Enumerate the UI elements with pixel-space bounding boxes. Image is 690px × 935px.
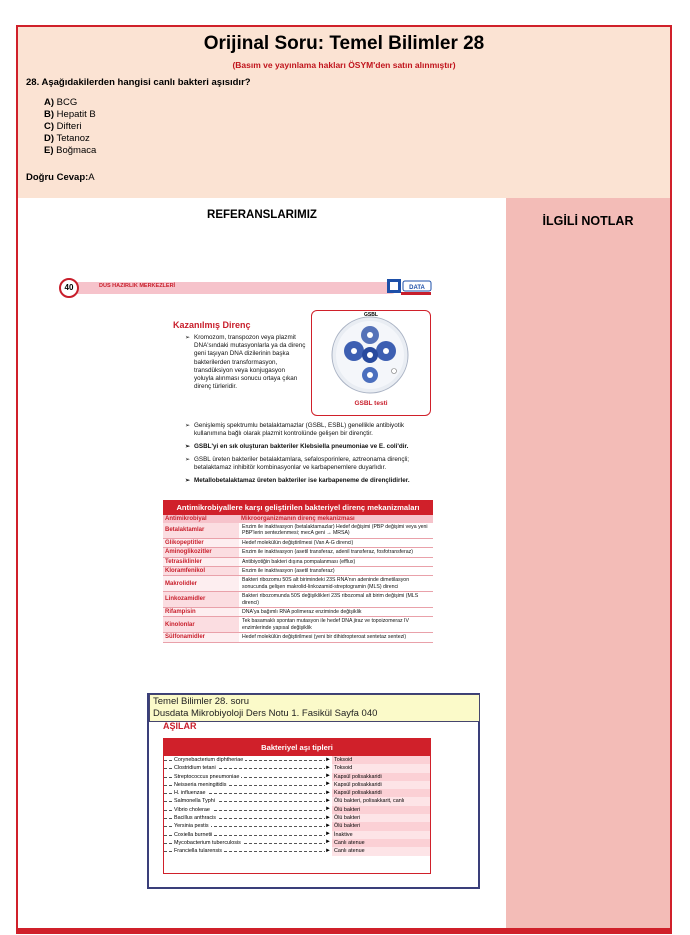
header-label: DUS HAZIRLIK MERKEZLERİ	[99, 283, 176, 289]
mechanism-cell: DNA'ya bağımlı RNA polimeraz enziminde değişiklik	[242, 609, 362, 616]
vaccine-table-title: Bakteriyel aşı tipleri	[164, 739, 430, 756]
vaccine-type-cell: Kapsül polisakkaridi	[332, 781, 430, 789]
resistance-table	[163, 500, 433, 643]
table-row	[164, 831, 430, 839]
vaccine-type-cell: Ölü bakteri	[332, 806, 430, 814]
vaccine-type-cell: Ölü bakteri, polisakkarit, canlı	[332, 797, 430, 805]
organism-cell	[164, 822, 332, 830]
antimicrobial-cell: Glikopeptitler	[163, 539, 239, 547]
mechanism-cell: Enzim ile inaktivasyon (asetil transferaz)	[242, 568, 335, 575]
arrow-icon: ►	[325, 773, 331, 780]
mechanism-cell: Enzim ile inaktivasyon (betalaktamazlar) Hedef değişimi (PBP değişimi veya yeni PBP'lerin sentezlenmesi; mecA geni → MRSA)	[242, 524, 428, 537]
antimicrobial-cell: Kloramfenikol	[163, 567, 239, 575]
arrow-icon: ►	[325, 756, 331, 763]
arrow-icon: ►	[325, 822, 331, 829]
antimicrobial-cell: Aminoglikozitler	[163, 548, 239, 556]
resistance-table-body	[163, 523, 433, 643]
table-row	[163, 523, 433, 539]
vaccine-type-cell: Toksoid	[332, 756, 430, 764]
mechanism-cell: Hedef molekülün değiştirilmesi (yeni bir dihidropteroat sentetaz sentezi)	[242, 634, 407, 641]
organism-cell	[164, 806, 332, 814]
option-a: A) BCG	[44, 97, 78, 108]
caption-line-1: Temel Bilimler 28. soru	[153, 696, 250, 707]
caption-line-2: Dusdata Mikrobiyoloji Ders Notu 1. Fasikül Sayfa 040	[153, 707, 378, 719]
bullet-1: ➢ Kromozom, transpozon veya plazmit DNA'sındaki mutasyonlarla ya da direnç geni taşıyan DNA dizilerinin başka bakterilerden transformasyon, transdüksiyon veya konjugasyon yoluyla alınması sonucu ortaya çıkan direnç türleridir.	[194, 334, 306, 391]
organism-name: Salmonella Typhi	[174, 798, 215, 805]
vaccine-table	[163, 738, 431, 874]
references-title: REFERANSLARIMIZ	[207, 209, 317, 221]
organism-name: Streptococcus pneumoniae	[174, 773, 240, 780]
vaccine-type-cell: Toksoid	[332, 764, 430, 772]
option-b: B) Hepatit B	[44, 109, 96, 120]
table-row	[164, 773, 430, 781]
mechanism-cell: Hedef molekülün değiştirilmesi (Van A-G direnci)	[242, 539, 354, 546]
plate-caption: GSBL testi	[354, 400, 388, 407]
organism-cell	[164, 756, 332, 764]
vaccine-type-cell: İnaktive	[332, 831, 430, 839]
organism-cell	[164, 764, 332, 772]
vaccine-type-cell: Kapsül polisakkaridi	[332, 789, 430, 797]
dusdata-logo	[387, 277, 433, 297]
arrow-icon: ►	[325, 806, 331, 813]
table-row	[164, 814, 430, 822]
organism-name: Coxiella burnetii	[174, 831, 213, 838]
organism-cell	[164, 847, 332, 855]
table-row	[163, 558, 433, 567]
organism-name: Clostridium tetani	[174, 765, 216, 772]
bullet-4: ➢ GSBL üreten bakteriler betalaktamlara, sefalosporinlere, aztreonama dirençli; betalaktamaz inhibitör kombinasyonlar ve karbapenemlere duyarlıdır.	[194, 456, 436, 472]
organism-name: H. influenzae	[174, 790, 206, 797]
arrow-icon: ►	[325, 814, 331, 821]
agar-plate-illustration	[312, 311, 429, 397]
antimicrobial-cell: Tetrasiklinler	[163, 558, 239, 566]
arrow-icon: ►	[325, 839, 331, 846]
page-number: 40	[59, 278, 79, 298]
organism-cell	[164, 797, 332, 805]
table-row	[164, 822, 430, 830]
resistance-table-header	[163, 515, 433, 523]
organism-name: Bacillus anthracis	[174, 815, 216, 822]
antimicrobial-cell: Linkozamidler	[163, 592, 239, 607]
vaccine-type-cell: Canlı atenue	[332, 839, 430, 847]
table-row	[164, 847, 430, 855]
organism-name: Yersinia pestis	[174, 823, 209, 830]
antimicrobial-cell: Kinolonlar	[163, 617, 239, 632]
organism-name: Franciella tularensis	[174, 848, 222, 855]
table-row	[163, 576, 433, 592]
vaccine-type-cell: Kapsül polisakkaridi	[332, 773, 430, 781]
mechanism-cell: Bakteri ribozomu 50S alt birimindeki 23S RNA'nın adeninde dimetilasyon sonucunda gelişen makrolid-linkozamid-streptogramin (MLS) direnci	[242, 577, 410, 590]
antimicrobial-cell: Sülfonamidler	[163, 633, 239, 641]
option-c: C) Difteri	[44, 121, 82, 132]
vaccine-table-body	[164, 756, 430, 856]
bullet-5: ➢ Metallobetalaktamaz üreten bakteriler ise karbapeneme de dirençlidirler.	[194, 477, 436, 485]
arrow-icon: ►	[325, 797, 331, 804]
organism-cell	[164, 831, 332, 839]
arrow-icon: ►	[325, 764, 331, 771]
organism-cell	[164, 839, 332, 847]
organism-name: Vibrio cholerae	[174, 806, 210, 813]
table-row	[164, 764, 430, 772]
arrow-icon: ►	[325, 831, 331, 838]
bottom-rule	[16, 928, 672, 934]
source-caption	[149, 694, 480, 722]
organism-cell	[164, 781, 332, 789]
table-row	[164, 756, 430, 764]
option-d: D) Tetanoz	[44, 133, 90, 144]
table-row	[164, 839, 430, 847]
mechanism-cell: Tek basamaklı spontan mutasyon ile hedef DNA jiraz ve topoizomeraz IV enzimlerinde yapısal değişiklik	[242, 618, 409, 631]
page-title: Orijinal Soru: Temel Bilimler 28	[203, 33, 485, 54]
table-row	[163, 548, 433, 557]
organism-cell	[164, 789, 332, 797]
notes-title: İLGİLİ NOTLAR	[542, 214, 634, 228]
organism-cell	[164, 773, 332, 781]
svg-text:DATA: DATA	[409, 285, 425, 291]
mechanism-cell: Bakteri ribozomunda 50S değişiklikleri 23S ribozomal alt birim değişimi (MLS direnci)	[242, 593, 419, 606]
table-row	[163, 608, 433, 617]
col-mechanism: Mikroorganizmanın direnç mekanizması	[241, 516, 355, 522]
arrow-icon: ►	[325, 847, 331, 854]
table-row	[164, 797, 430, 805]
arrow-icon: ►	[325, 789, 331, 796]
table-row	[164, 806, 430, 814]
table-row	[163, 592, 433, 608]
plate-label: GSBL	[364, 312, 378, 318]
antimicrobial-cell: Makrolidler	[163, 576, 239, 591]
mechanism-cell: Antibiyotiğin bakteri dışına pompalanması (efflux)	[242, 558, 356, 565]
question-text: 28. Aşağıdakilerden hangisi canlı bakteri aşısıdır?	[26, 77, 251, 88]
section-title: Kazanılmış Direnç	[173, 320, 251, 330]
organism-cell	[164, 814, 332, 822]
table-row	[164, 789, 430, 797]
vaccine-type-cell: Canlı atenue	[332, 847, 430, 855]
table-row	[163, 539, 433, 548]
arrow-icon: ►	[325, 781, 331, 788]
option-e: E) Boğmaca	[44, 145, 97, 156]
table-row	[163, 617, 433, 633]
antimicrobial-cell: Rifampisin	[163, 608, 239, 616]
bullet-2: ➢ Genişlemiş spektrumlu betalaktamazlar (GSBL, ESBL) genellikle antibiyotik kullanımına bağlı olarak plazmit kontrolünde gelişen bir dirençtir.	[194, 422, 436, 438]
vaccines-section-title: AŞILAR	[163, 721, 197, 731]
organism-name: Neisseria meningitidis	[174, 781, 227, 788]
organism-name: Corynebacterium diphtheriae	[174, 757, 244, 763]
table-row	[163, 567, 433, 576]
vaccine-type-cell: Ölü bakteri	[332, 814, 430, 822]
mechanism-cell: Enzim ile inaktivasyon (asetil transferaz, adenil transferaz, fosfotransferaz)	[242, 549, 413, 556]
vaccine-type-cell: Ölü bakteri	[332, 822, 430, 830]
bullet-3: ➢ GSBL'yi en sık oluşturan bakteriler Klebsiella pneumoniae ve E. coli'dir.	[194, 443, 436, 451]
copyright-note: (Basım ve yayınlama hakları ÖSYM'den satın alınmıştır)	[232, 60, 456, 70]
antimicrobial-cell: Betalaktamlar	[163, 523, 239, 538]
table-row	[164, 781, 430, 789]
correct-answer: Doğru Cevap:A	[26, 172, 95, 183]
col-antimicrobial: Antimikrobiyal	[165, 516, 207, 522]
table-row	[163, 633, 433, 642]
organism-name: Mycobacterium tuberculosis	[174, 839, 241, 846]
resistance-table-title: Antimikrobiyallere karşı geliştirilen bakteriyel direnç mekanizmaları	[163, 500, 433, 515]
